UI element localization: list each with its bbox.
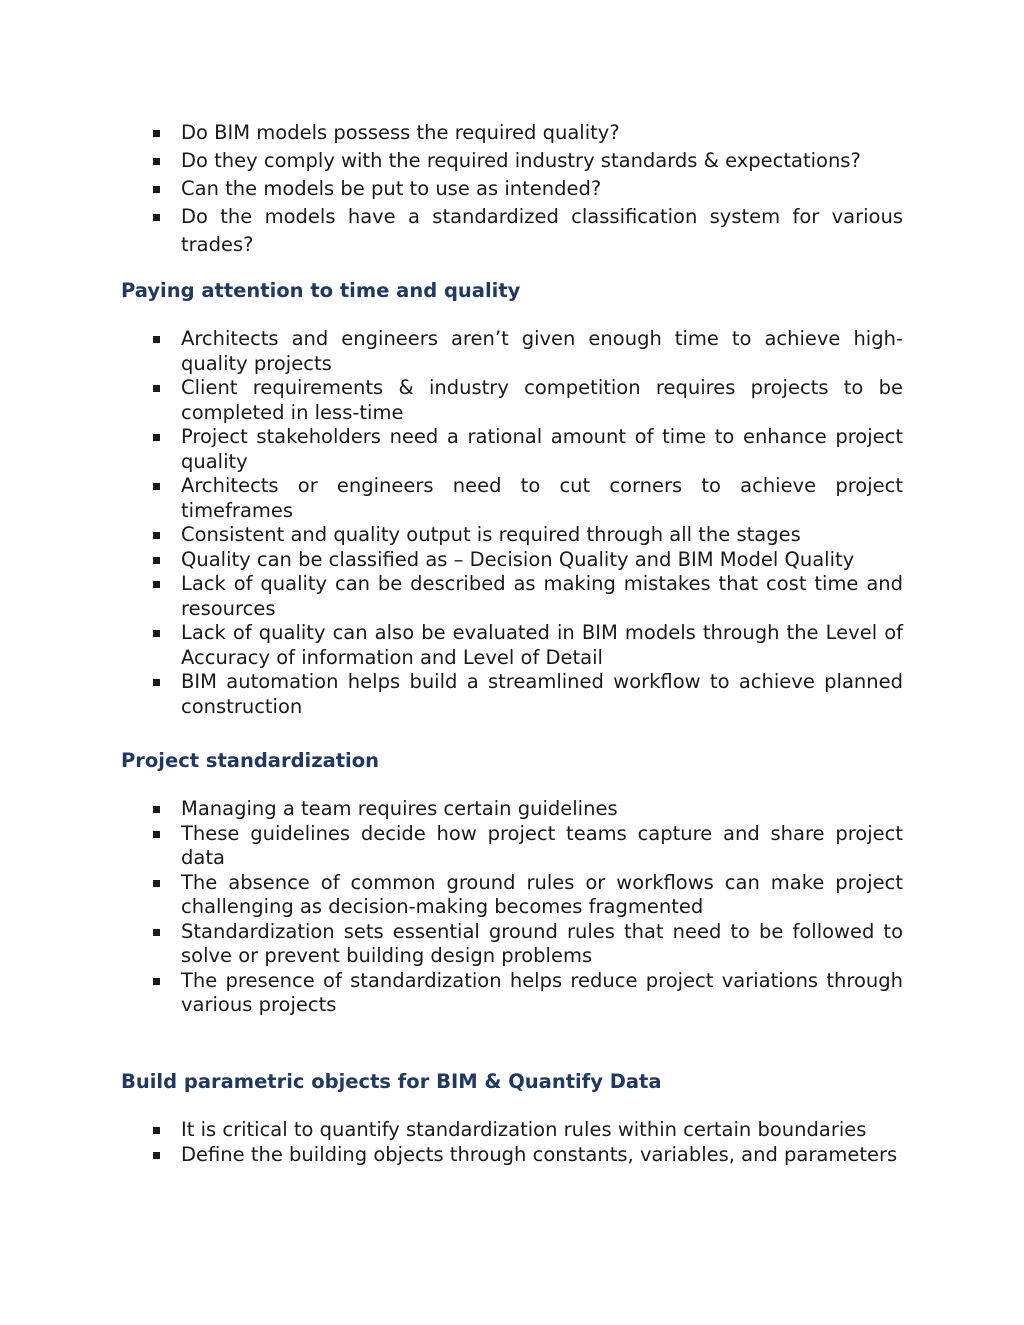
list-item: Managing a team requires certain guidelines [150, 797, 903, 822]
list-item: Lack of quality can be described as making mistakes that cost time and resources [150, 572, 903, 621]
list-item: The absence of common ground rules or workflows can make project challenging as decision-making becomes fragmented [150, 871, 903, 920]
list-item: Lack of quality can also be evaluated in BIM models through the Level of Accuracy of information and Level of Detail [150, 621, 903, 670]
list-item: These guidelines decide how project teams capture and share project data [150, 822, 903, 871]
list-item: The presence of standardization helps reduce project variations through various projects [150, 969, 903, 1018]
list-item: Consistent and quality output is required through all the stages [150, 523, 903, 548]
list-item: Architects and engineers aren’t given enough time to achieve high-quality projects [150, 327, 903, 376]
section-heading-parametric-objects: Build parametric objects for BIM & Quantify Data [121, 1070, 662, 1093]
list-item: Do the models have a standardized classification system for various trades? [150, 203, 903, 259]
list-item: Quality can be classified as – Decision Quality and BIM Model Quality [150, 548, 903, 573]
section-heading-time-quality: Paying attention to time and quality [121, 279, 521, 302]
list-item: Standardization sets essential ground rules that need to be followed to solve or prevent building design problems [150, 920, 903, 969]
list-item: Do they comply with the required industry standards & expectations? [150, 147, 903, 175]
intro-bullet-list [150, 119, 903, 259]
list-item: Project stakeholders need a rational amount of time to enhance project quality [150, 425, 903, 474]
time-quality-bullet-list [150, 327, 903, 719]
standardization-bullet-list [150, 797, 903, 1018]
section-heading-project-standardization: Project standardization [121, 749, 380, 772]
list-item: BIM automation helps build a streamlined workflow to achieve planned construction [150, 670, 903, 719]
list-item: Client requirements & industry competition requires projects to be completed in less-time [150, 376, 903, 425]
list-item: Do BIM models possess the required quality? [150, 119, 903, 147]
parametric-objects-bullet-list [150, 1118, 903, 1167]
list-item: Can the models be put to use as intended? [150, 175, 903, 203]
list-item: It is critical to quantify standardization rules within certain boundaries [150, 1118, 903, 1143]
list-item: Architects or engineers need to cut corners to achieve project timeframes [150, 474, 903, 523]
list-item: Define the building objects through constants, variables, and parameters [150, 1143, 903, 1168]
